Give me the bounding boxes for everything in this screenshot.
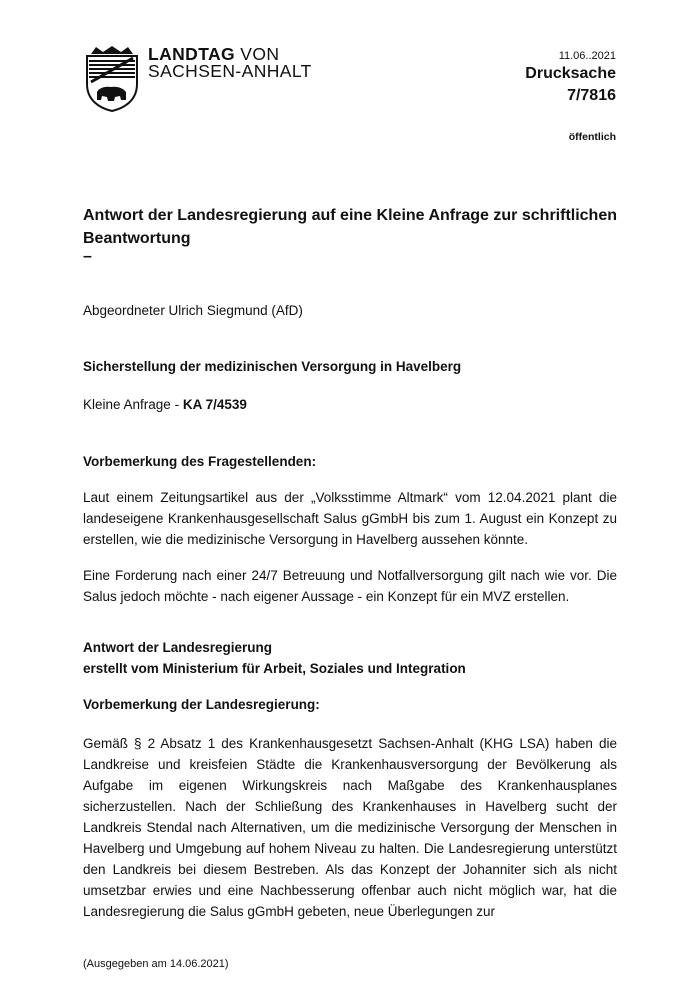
pre-remark-heading: Vorbemerkung des Fragestellenden:	[83, 454, 317, 469]
coat-of-arms-logo	[83, 44, 141, 112]
author-line: Abgeordneter Ulrich Siegmund (AfD)	[83, 303, 303, 318]
document-date: 11.06..2021	[558, 50, 616, 62]
answer-heading-line2: erstellt vom Ministerium für Arbeit, Soziales und Integration	[83, 661, 466, 676]
pre-remark-paragraph-1: Laut einem Zeitungsartikel aus der „Volksstimme Altmark“ vom 12.04.2021 plant die landeseigene Krankenhausgesellschaft Salus gGmbH bis zum 1. August ein Konzept zu erstellen, wie die medizinische Versorgung in Havelberg aussehen könnte.	[83, 490, 617, 547]
org-line2: SACHSEN-ANHALT	[148, 61, 312, 81]
org-line1-bold: LANDTAG	[148, 44, 236, 64]
org-line1-rest: VON	[235, 44, 280, 64]
document-id	[525, 63, 616, 107]
visibility-label: öffentlich	[568, 131, 616, 143]
gov-remark-heading: Vorbemerkung der Landesregierung:	[83, 697, 320, 712]
pre-remark-paragraph-2: Eine Forderung nach einer 24/7 Betreuung und Notfallversorgung gilt nach wie vor. Die Salus jedoch möchte - nach eigener Aussage - ein Konzept für ein MVZ erstellen.	[83, 568, 617, 604]
answer-heading	[83, 637, 617, 679]
document-title: Antwort der Landesregierung auf eine Kleine Anfrage zur schriftlichen Beantwortung	[83, 207, 617, 247]
parliament-name	[148, 46, 312, 80]
inquiry-reference	[83, 394, 617, 415]
inquiry-prefix: Kleine Anfrage -	[83, 397, 183, 412]
issued-date: (Ausgegeben am 14.06.2021)	[83, 958, 229, 970]
gov-remark-paragraph-1: Gemäß § 2 Absatz 1 des Krankenhausgesetzt Sachsen-Anhalt (KHG LSA) haben die Landkreise und kreisfeien Städte die Krankenhausversorgung der Bevölkerung als Aufgabe im eigenen Wirkungskreis nach Maßgabe des Krankenhausplanes sicherzustellen. Nach der Schließung des Krankenhauses in Havelberg sucht der Landkreis Stendal nach Alternativen, um die medizinische Versorgung der Menschen in Havelberg und Umgebung auf hohem Niveau zu halten. Die Landesregierung unterstützt den Landkreis bei diesem Bestreben. Als das Konzept der Johanniter sich als nicht umsetzbar erwies und eine Nachbesserung offenbar auch nicht möglich war, hat die Landesregierung die Salus gGmbH gebeten, neue Überlegungen zur	[83, 736, 617, 919]
title-dash: –	[83, 248, 92, 265]
doc-number: 7/7816	[567, 87, 616, 104]
inquiry-number: KA 7/4539	[182, 397, 247, 412]
doc-label: Drucksache	[525, 65, 616, 82]
answer-heading-line1: Antwort der Landesregierung	[83, 640, 273, 655]
subject-heading: Sicherstellung der medizinischen Versorgung in Havelberg	[83, 359, 462, 374]
